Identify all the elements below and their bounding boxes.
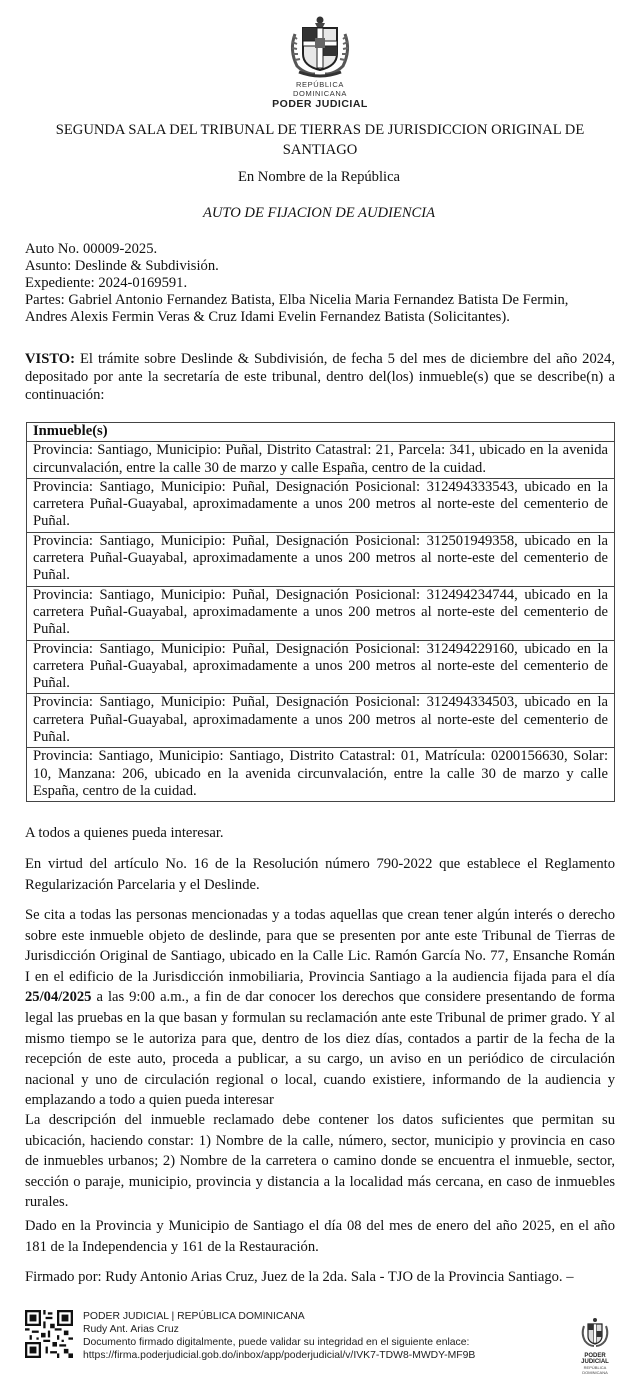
descripcion-paragraph: La descripción del inmueble reclamado debe contener los datos suficientes que permitan su ubicación, haciendo constar: 1) Nombre de la calle, número, sector, municipio y provincia en caso de inmuebles urbanos; 2) Nombre de la carretera o camino donde se encuentra el inmueble, sector, sección o paraje, municipio, provincia y distancia a la localidad más cercana, en caso de inmuebles rurales.	[25, 1112, 615, 1211]
auto-number: Auto No. 00009-2025.	[25, 241, 158, 257]
table-row: Provincia: Santiago, Municipio: Puñal, Designación Posicional: 312501949358, ubicado en la carretera Puñal-Guayabal, aproximadamente a unos 200 metros al norte-este del cementerio de Puñal.	[27, 532, 615, 586]
table-row: Provincia: Santiago, Municipio: Puñal, Designación Posicional: 312494333543, ubicado en la carretera Puñal-Guayabal, aproximadamente a unos 200 metros al norte-este del cementerio de Puñal.	[27, 478, 615, 532]
case-metadata	[25, 241, 615, 326]
firmado-paragraph: Firmado por: Rudy Antonio Arias Cruz, Juez de la 2da. Sala - TJO de la Provincia Santiago. –	[25, 1269, 574, 1285]
judiciary-seal	[573, 1316, 617, 1375]
cita-text-part2: a las 9:00 a.m., a fin de dar conocer los derechos que considere presentando de forma legal las pruebas en la que basan y formulan su reclamación ante este Tribunal de primer grado. Y al mismo tiempo se le autoriza para que, dentro de los diez días, contados a partir de la fecha de la recepción de este auto, proceda a publicar, a su cargo, un aviso en un periódico de circulación nacional y uno de circulación regional o local, cuando existiere, informando de la audiencia y emplazando a todo a quien pueda interesar	[25, 989, 615, 1109]
table-row: Provincia: Santiago, Municipio: Puñal, Distrito Catastral: 21, Parcela: 341, ubicado en la avenida circunvalación, entre la calle 30 de marzo y calle España, centro de la cuidad.	[27, 442, 615, 479]
republic-label: REPÚBLICA DOMINICANA	[293, 80, 347, 98]
signer-name: Rudy Ant. Arias Cruz	[83, 1324, 179, 1335]
seal-label: PODER JUDICIAL	[581, 1353, 609, 1365]
audiencia-date: 25/04/2025	[25, 989, 92, 1006]
a-todos-paragraph: A todos a quienes pueda interesar.	[25, 825, 224, 841]
visto-text: El trámite sobre Deslinde & Subdivisión, de fecha 5 del mes de diciembre del año 2024, depositado por ante la secretaría de este tribunal, dentro del(los) inmueble(s) que se describe(n) a continuación:	[25, 351, 615, 403]
validation-link[interactable]: https://firma.poderjudicial.gob.do/inbox/app/poderjudicial/v/IVK7-TDW8-MWDY-MF9B	[83, 1350, 476, 1361]
cita-paragraph	[25, 905, 615, 1111]
inmuebles-table	[26, 422, 615, 802]
visto-label: VISTO:	[25, 351, 76, 367]
visto-paragraph	[25, 350, 615, 404]
en-nombre: En Nombre de la República	[237, 169, 401, 185]
footer-line1: PODER JUDICIAL | REPÚBLICA DOMINICANA	[83, 1311, 305, 1322]
table-row: Provincia: Santiago, Municipio: Santiago, Distrito Catastral: 01, Matrícula: 0200156630, Solar: 10, Manzana: 206, ubicado en la avenida circunvalación, entre la calle 30 de marzo y calle España, centro de la cuidad.	[27, 748, 615, 802]
inmuebles-header: Inmueble(s)	[27, 423, 615, 442]
table-row: Provincia: Santiago, Municipio: Puñal, Designación Posicional: 312494234744, ubicado en la carretera Puñal-Guayabal, aproximadamente a unos 200 metros al norte-este del cementerio de Puñal.	[27, 586, 615, 640]
coat-of-arms-icon	[285, 14, 355, 78]
seal-sublabel: REPÚBLICA DOMINICANA	[582, 1365, 608, 1375]
judiciary-logo	[268, 14, 372, 110]
court-name-line2: SANTIAGO	[282, 142, 358, 158]
judiciary-label: PODER JUDICIAL	[272, 98, 368, 110]
footer-validation-text: Documento firmado digitalmente, puede validar su integridad en el siguiente enlace:	[83, 1337, 470, 1348]
qr-code-icon[interactable]	[25, 1310, 73, 1358]
document-title: AUTO DE FIJACION DE AUDIENCIA	[202, 205, 436, 221]
expediente: Expediente: 2024-0169591.	[25, 275, 188, 291]
dado-paragraph: Dado en la Provincia y Municipio de Santiago el día 08 del mes de enero del año 2025, en el año 181 de la Independencia y 161 de la Restauración.	[25, 1218, 615, 1255]
asunto: Asunto: Deslinde & Subdivisión.	[25, 258, 219, 274]
partes-line2: Andres Alexis Fermin Veras & Cruz Idami Evelin Fernandez Batista (Solicitantes).	[25, 309, 510, 325]
partes-line1: Partes: Gabriel Antonio Fernandez Batista, Elba Nicelia Maria Fernandez Batista De Fermin,	[25, 292, 569, 308]
virtud-paragraph: En virtud del artículo No. 16 de la Resolución número 790-2022 que establece el Reglamento Regularización Parcelaria y el Deslinde.	[25, 856, 615, 893]
seal-icon	[579, 1316, 611, 1348]
court-name	[30, 120, 610, 160]
signature-info	[83, 1310, 475, 1362]
court-name-line1: SEGUNDA SALA DEL TRIBUNAL DE TIERRAS DE JURISDICCION ORIGINAL DE	[55, 122, 585, 138]
signature-footer	[25, 1310, 615, 1375]
cita-text-part1: Se cita a todas las personas mencionadas y a todas aquellas que crean tener algún interés o derecho sobre este inmueble objeto de deslinde, para que se presenten por ante este Tribunal de Tierras de Jurisdicción Original de Santiago, ubicado en la Calle Lic. Ramón García No. 77, Ensanche Román I en el edificio de la Jurisdicción inmobiliaria, Provincia Santiago a la audiencia fijada para el día	[25, 907, 615, 985]
table-row: Provincia: Santiago, Municipio: Puñal, Designación Posicional: 312494229160, ubicado en la carretera Puñal-Guayabal, aproximadamente a unos 200 metros al norte-este del cementerio de Puñal.	[27, 640, 615, 694]
table-row: Provincia: Santiago, Municipio: Puñal, Designación Posicional: 312494334503, ubicado en la carretera Puñal-Guayabal, aproximadamente a unos 200 metros al norte-este del cementerio de Puñal.	[27, 694, 615, 748]
